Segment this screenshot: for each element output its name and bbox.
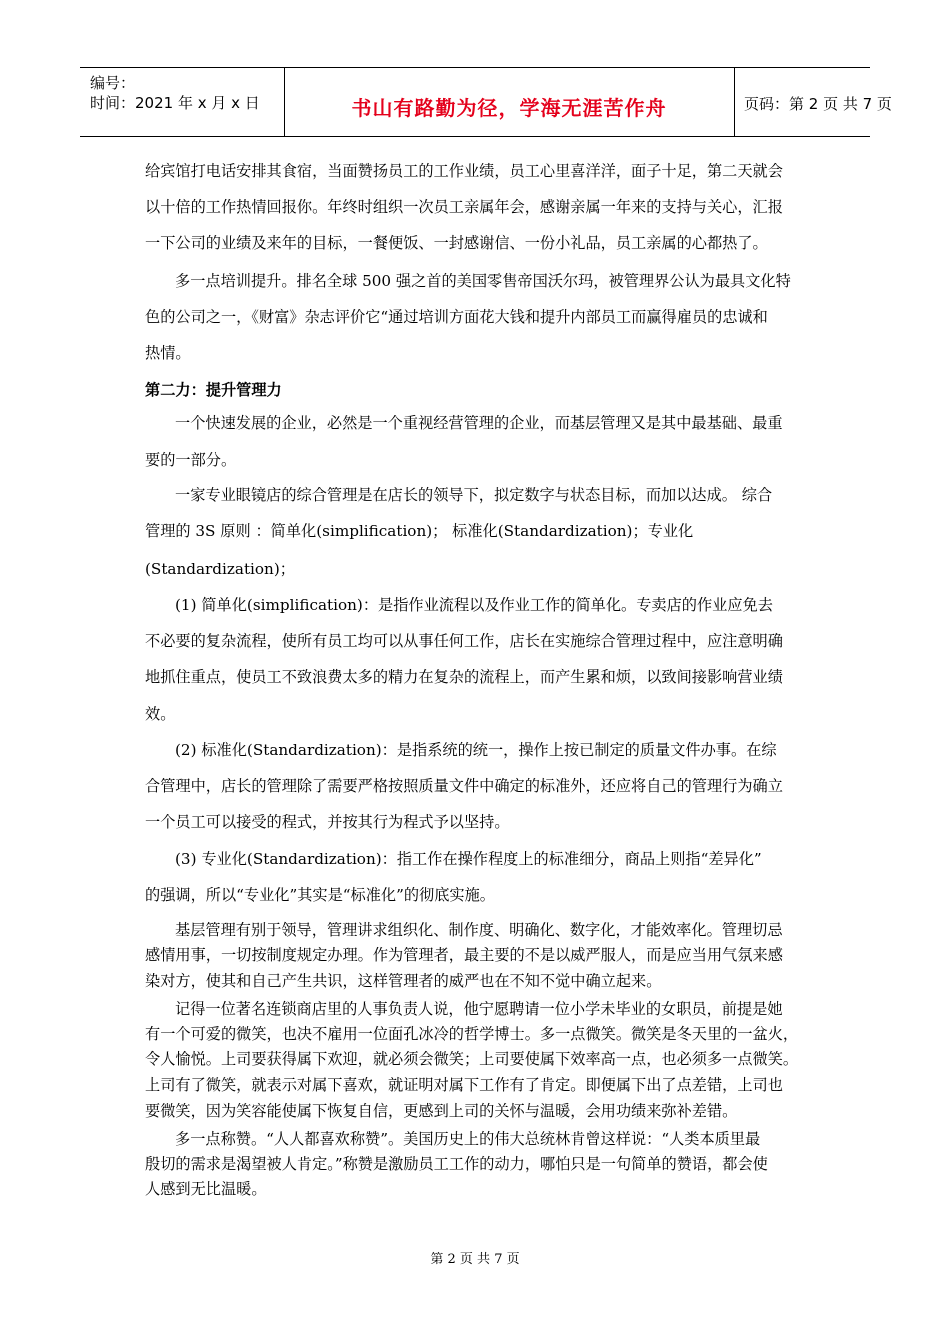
body-line: 要微笑，因为笑容能使属下恢复自信，更感到上司的关怀与温暖，会用功绩来弥补差错。 — [145, 1102, 738, 1120]
body-line: 染对方，使其和自己产生共识，这样管理者的威严也在不知不觉中确立起来。 — [145, 972, 662, 990]
body-line: 人感到无比温暖。 — [145, 1180, 267, 1198]
body-line: 多一点称赞。“人人都喜欢称赞”。美国历史上的伟大总统林肯曾这样说：“人类本质里最 — [175, 1130, 761, 1148]
document-date-label: 时间：2021 年 x 月 x 日 — [90, 94, 260, 112]
body-line: 地抓住重点，使员工不致浪费太多的精力在复杂的流程上，而产生累和烦，以致间接影响营业绩 — [145, 668, 783, 686]
body-line: 的强调，所以“专业化”其实是“标准化”的彻底实施。 — [145, 886, 495, 904]
section-heading: 第二力：提升管理力 — [145, 381, 282, 399]
body-line: 色的公司之一，《财富》杂志评价它“通过培训方面花大钱和提升内部员工而赢得雇员的忠诚和 — [145, 308, 768, 326]
body-line: 记得一位著名连锁商店里的人事负责人说，他宁愿聘请一位小学未毕业的女职员，前提是她 — [175, 1000, 783, 1018]
header-motto: 书山有路勤为径，学海无涯苦作舟 — [351, 96, 667, 120]
page-header-table — [80, 67, 892, 137]
header-center-cell — [284, 68, 735, 136]
body-line: 一下公司的业绩及来年的目标，一餐便饭、一封感谢信、一份小礼品，员工亲属的心都热了。 — [145, 234, 768, 252]
body-line: 多一点培训提升。排名全球 500 强之首的美国零售帝国沃尔玛，被管理界公认为最具文化特 — [175, 272, 791, 290]
header-left-cell — [80, 68, 285, 136]
header-page-number: 页码：第 2 页 共 7 页 — [744, 95, 892, 113]
body-line: 给宾馆打电话安排其食宿，当面赞扬员工的工作业绩，员工心里喜洋洋，面子十足，第二天就会 — [145, 162, 783, 180]
body-line: (2) 标准化(Standardization)：是指系统的统一，操作上按已制定的质量文件办事。在综 — [175, 741, 777, 759]
page-footer: 第 2 页 共 7 页 — [430, 1252, 520, 1267]
body-line: 基层管理有别于领导，管理讲求组织化、制作度、明确化、数字化，才能效率化。管理切忌 — [175, 921, 783, 939]
body-line: (Standardization)； — [145, 560, 295, 578]
body-line: 热情。 — [145, 344, 191, 362]
body-line: 不必要的复杂流程，使所有员工均可以从事任何工作，店长在实施综合管理过程中，应注意明确 — [145, 632, 783, 650]
body-line: 合管理中，店长的管理除了需要严格按照质量文件中确定的标准外，还应将自己的管理行为确立 — [145, 777, 783, 795]
body-line: 一个员工可以接受的程式，并按其行为程式予以坚持。 — [145, 813, 510, 831]
body-line: 效。 — [145, 705, 176, 723]
body-line: 有一个可爱的微笑，也决不雇用一位面孔冰冷的哲学博士。多一点微笑。微笑是冬天里的一盆火， — [145, 1025, 799, 1043]
body-line: 要的一部分。 — [145, 451, 237, 469]
body-line: (3) 专业化(Standardization)：指工作在操作程度上的标准细分，商品上则指“差异化” — [175, 850, 762, 868]
body-line: 管理的 3S 原则 ：简单化(simplification)； 标准化(Standardization)；专业化 — [145, 522, 694, 540]
body-line: 令人愉悦。上司要获得属下欢迎，就必须会微笑；上司要使属下效率高一点，也必须多一点微笑。 — [145, 1050, 799, 1068]
body-line: 一家专业眼镜店的综合管理是在店长的领导下，拟定数字与状态目标，而加以达成。 综合 — [175, 486, 773, 504]
body-line: 殷切的需求是渴望被人肯定。”称赞是激励员工工作的动力，哪怕只是一句简单的赞语，都会使 — [145, 1155, 768, 1173]
body-line: 一个快速发展的企业，必然是一个重视经营管理的企业，而基层管理又是其中最基础、最重 — [175, 414, 783, 432]
header-right-cell — [734, 68, 892, 136]
document-number-label: 编号： — [90, 74, 136, 92]
body-line: 感情用事，一切按制度规定办理。作为管理者，最主要的不是以威严服人，而是应当用气氛来感 — [145, 946, 783, 964]
body-line: 以十倍的工作热情回报你。年终时组织一次员工亲属年会，感谢亲属一年来的支持与关心，汇报 — [145, 198, 783, 216]
body-line: (1) 简单化(simplification)：是指作业流程以及作业工作的简单化。专卖店的作业应免去 — [175, 596, 773, 614]
body-line: 上司有了微笑，就表示对属下喜欢，就证明对属下工作有了肯定。即便属下出了点差错，上司也 — [145, 1076, 783, 1094]
